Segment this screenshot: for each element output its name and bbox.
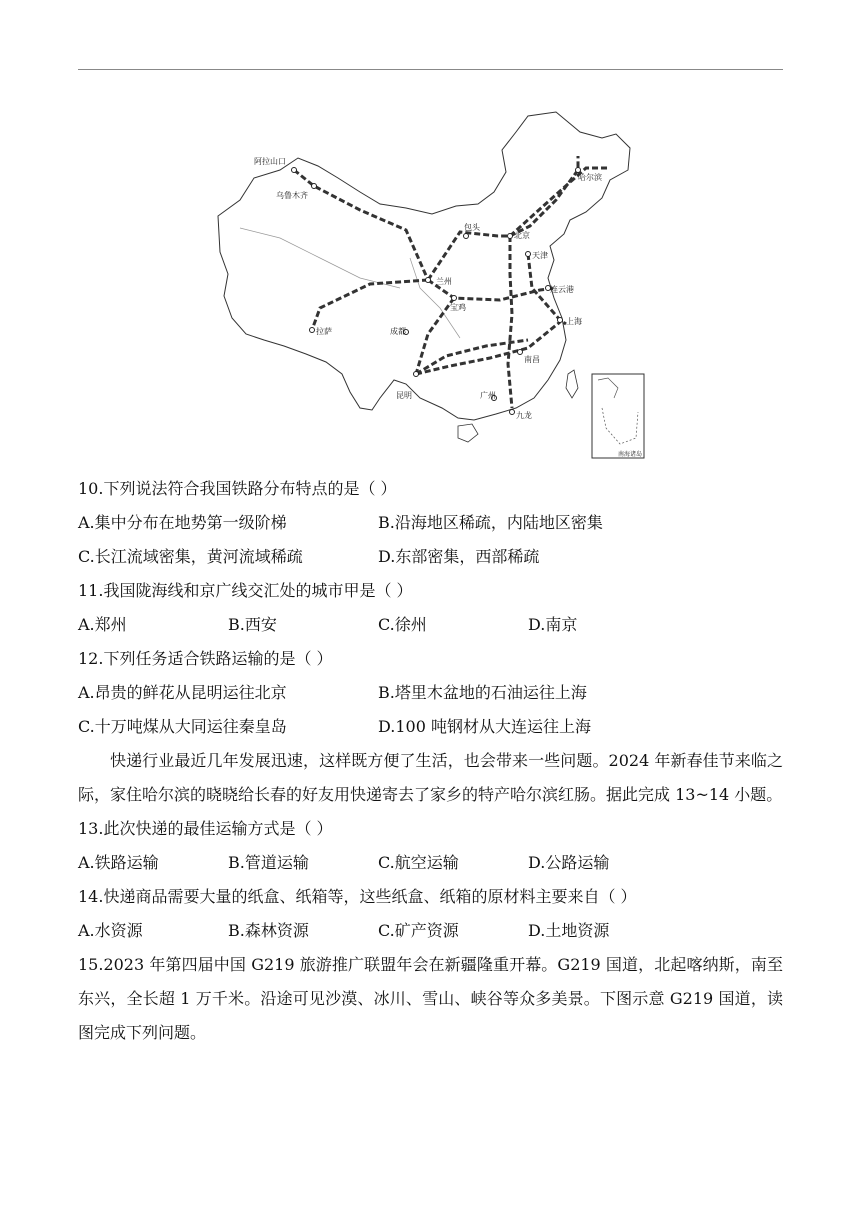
header-rule [78,69,783,70]
city-marker [414,372,419,377]
railway-line [428,232,510,280]
option-c: C.长江流域密集，黄河流域稀疏 [78,547,303,566]
city-label: 连云港 [550,285,574,294]
option-b: B.沿海地区稀疏，内陆地区密集 [378,513,603,532]
option-c: C.徐州 [378,615,427,634]
options-row [78,506,783,540]
options-row [78,710,783,744]
inset-label: 南海诸岛 [618,451,643,458]
option-d: D.南京 [528,615,578,634]
option-a: A.郑州 [78,615,127,634]
city-label: 拉萨 [316,327,332,336]
city-label: 哈尔滨 [578,173,602,182]
question-stem: 11.我国陇海线和京广线交汇处的城市甲是（ ） [78,581,413,600]
city-label: 阿拉山口 [254,157,286,166]
taiwan-island [566,370,578,398]
railway-line [312,280,428,330]
city-label: 宝鸡 [450,303,466,312]
option-a: A.昂贵的鲜花从昆明运往北京 [78,683,287,702]
option-d: D.100 吨钢材从大连运往上海 [378,717,591,736]
city-label: 北京 [514,231,530,240]
hainan-island [458,424,478,442]
railway-line [416,340,528,374]
option-d: D.公路运输 [528,853,610,872]
city-label: 兰州 [436,277,452,286]
city-marker [464,234,469,239]
option-a: A.集中分布在地势第一级阶梯 [78,513,287,532]
option-c: C.航空运输 [378,853,459,872]
south-china-sea-inset [592,374,644,458]
city-marker [426,278,431,283]
option-c: C.十万吨煤从大同运往秦皇岛 [78,717,287,736]
passage-paragraph: 快递行业最近几年发展迅速，这样既方便了生活，也会带来一些问题。2024 年新春佳节来临之际，家住哈尔滨的晓晓给长春的好友用快递寄去了家乡的特产哈尔滨红肠。据此完成 13~14 小题。 [78,751,783,804]
railway-line [508,236,512,408]
city-marker [510,410,515,415]
city-label: 乌鲁木齐 [276,191,308,200]
option-d: D.土地资源 [528,921,610,940]
options-row [78,540,783,574]
options-row [78,676,783,710]
city-label: 南昌 [524,355,540,364]
options-row [78,914,783,948]
options-row [78,846,783,880]
city-marker [312,184,317,189]
option-c: C.矿产资源 [378,921,459,940]
option-b: B.管道运输 [228,853,309,872]
city-label: 成都 [390,327,406,336]
question-stem: 12.下列任务适合铁路运输的是（ ） [78,649,333,668]
city-marker [518,350,523,355]
option-a: A.水资源 [78,921,143,940]
city-marker [292,168,297,173]
railway-line [416,322,560,374]
question-stem: 13.此次快递的最佳运输方式是（ ） [78,819,333,838]
city-label: 广州 [480,391,496,400]
question-stem: 14.快递商品需要大量的纸盒、纸箱等，这些纸盒、纸箱的原材料主要来自（ ） [78,887,637,906]
city-label: 包头 [464,223,480,232]
china-railway-map [210,108,646,460]
city-marker [452,296,457,301]
region-line [240,228,400,288]
city-marker [526,252,531,257]
option-b: B.西安 [228,615,277,634]
city-label: 上海 [566,317,582,326]
city-marker [558,318,563,323]
question-15-paragraph: 15.2023 年第四届中国 G219 旅游推广联盟年会在新疆隆重开幕。G219 国道，北起喀纳斯，南至东兴，全长超 1 万千米。沿途可见沙漠、冰川、雪山、峡谷等众多美景。下图示意 G219 国道，读图完成下列问题。 [78,955,783,1042]
option-a: A.铁路运输 [78,853,159,872]
question-stem: 10.下列说法符合我国铁路分布特点的是（ ） [78,479,397,498]
city-marker [576,168,581,173]
city-label: 九龙 [516,411,532,420]
question-content [78,472,783,1050]
option-b: B.森林资源 [228,921,309,940]
option-b: B.塔里木盆地的石油运往上海 [378,683,587,702]
city-marker [310,328,315,333]
options-row [78,608,783,642]
option-d: D.东部密集，西部稀疏 [378,547,540,566]
city-label: 昆明 [396,391,412,400]
city-marker [508,234,513,239]
city-label: 天津 [532,251,548,260]
